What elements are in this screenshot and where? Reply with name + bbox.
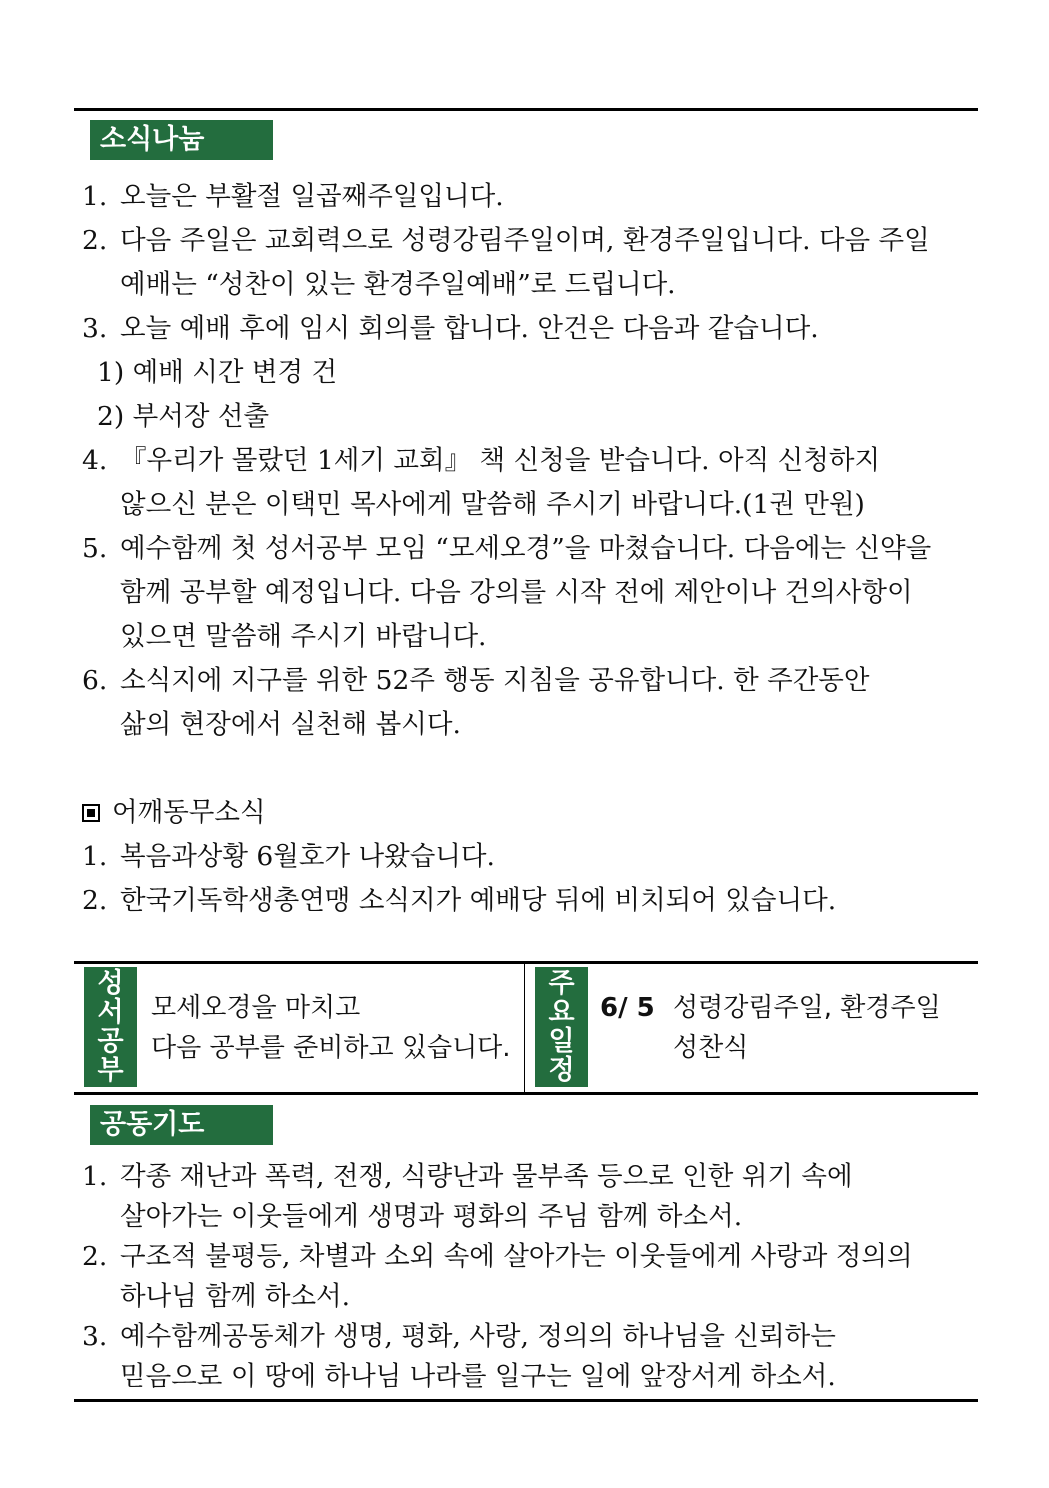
prayer-item-2: 2. 구조적 불평등, 차별과 소외 속에 살아가는 이웃들에게 사랑과 정의의: [82, 1241, 913, 1272]
partner-news-title: 어깨동무소식: [82, 796, 266, 830]
box-top-rule: [74, 961, 978, 964]
news-item-5-cont-1: 함께 공부할 예정입니다. 다음 강의를 시작 전에 제안이나 건의사항이: [120, 577, 913, 608]
schedule-line-2: 성찬식: [673, 1033, 749, 1063]
news-item-2: 2. 다음 주일은 교회력으로 성령강림주일이며, 환경주일입니다. 다음 주일: [82, 225, 930, 256]
schedule-label: 주 요 일 정: [535, 967, 588, 1087]
news-section-title: 소식나눔: [90, 120, 273, 160]
study-line-2: 다음 공부를 준비하고 있습니다.: [151, 1033, 511, 1063]
prayer-item-2-cont: 하나님 함께 하소서.: [120, 1281, 351, 1312]
news-subitem-1: 1) 예배 시간 변경 건: [97, 357, 338, 388]
news-item-4-cont: 않으신 분은 이택민 목사에게 말씀해 주시기 바랍니다.(1권 만원): [120, 489, 865, 520]
news-item-2-cont: 예배는 “성찬이 있는 환경주일예배”로 드립니다.: [120, 269, 676, 300]
box-divider: [524, 964, 525, 1092]
prayer-section-title: 공동기도: [90, 1105, 273, 1145]
partner-item-2: 2. 한국기독학생총연맹 소식지가 예배당 뒤에 비치되어 있습니다.: [82, 885, 837, 916]
news-subitem-2: 2) 부서장 선출: [97, 401, 270, 432]
news-item-4: 4. 『우리가 몰랐던 1세기 교회』 책 신청을 받습니다. 아직 신청하지: [82, 445, 881, 476]
study-line-1: 모세오경을 마치고: [151, 993, 361, 1023]
study-label: 성 서 공 부: [84, 967, 137, 1087]
partner-item-1: 1. 복음과상황 6월호가 나왔습니다.: [82, 841, 495, 872]
news-item-5-cont-2: 있으면 말씀해 주시기 바랍니다.: [120, 621, 487, 652]
prayer-item-3-cont: 믿음으로 이 땅에 하나님 나라를 일구는 일에 앞장서게 하소서.: [120, 1361, 836, 1392]
news-item-6-cont: 삶의 현장에서 실천해 봅시다.: [120, 709, 461, 740]
bottom-rule: [74, 1399, 978, 1402]
prayer-item-1-cont: 살아가는 이웃들에게 생명과 평화의 주님 함께 하소서.: [120, 1201, 743, 1232]
news-item-6: 6. 소식지에 지구를 위한 52주 행동 지침을 공유합니다. 한 주간동안: [82, 665, 870, 696]
square-bullet-icon: [82, 804, 100, 822]
schedule-date: 6/ 5: [600, 993, 655, 1023]
news-item-3: 3. 오늘 예배 후에 임시 회의를 합니다. 안건은 다음과 같습니다.: [82, 313, 819, 344]
prayer-item-3: 3. 예수함께공동체가 생명, 평화, 사랑, 정의의 하나님을 신뢰하는: [82, 1321, 836, 1352]
news-item-5: 5. 예수함께 첫 성서공부 모임 “모세오경”을 마쳤습니다. 다음에는 신약을: [82, 533, 932, 564]
top-rule: [74, 108, 978, 111]
news-item-1: 1. 오늘은 부활절 일곱째주일입니다.: [82, 181, 504, 212]
schedule-line-1: 성령강림주일, 환경주일: [673, 993, 941, 1023]
box-bottom-rule: [74, 1092, 978, 1095]
prayer-item-1: 1. 각종 재난과 폭력, 전쟁, 식량난과 물부족 등으로 인한 위기 속에: [82, 1161, 853, 1192]
